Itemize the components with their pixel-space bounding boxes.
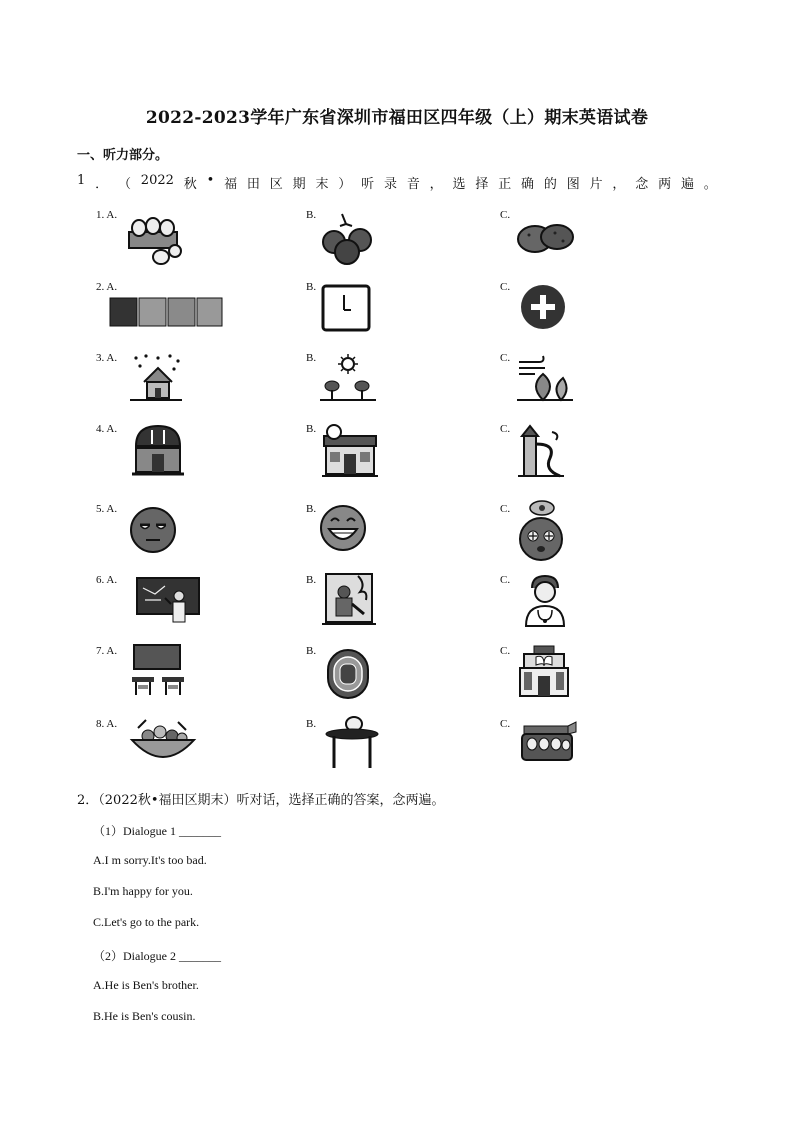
option-label-2b: B. xyxy=(306,281,317,293)
plus-circle-icon[interactable] xyxy=(518,283,568,331)
q1-char: 择 xyxy=(475,177,489,192)
q1-char: 录 xyxy=(383,177,397,192)
option-label-5b: B. xyxy=(306,503,317,515)
q1-char: 图 xyxy=(566,177,580,192)
firefighter-icon[interactable] xyxy=(322,570,376,628)
q1-char: 选 xyxy=(452,177,466,192)
doctor-icon[interactable] xyxy=(520,572,570,630)
option-label-8b: B. xyxy=(306,718,317,730)
sunny-plants-icon[interactable] xyxy=(318,352,378,406)
tired-face-icon[interactable] xyxy=(128,505,178,555)
q1-char: 听 xyxy=(361,177,375,192)
q1-char: 的 xyxy=(543,177,557,192)
option-label-5c: C. xyxy=(500,503,511,515)
option-label-3b: B. xyxy=(306,352,317,364)
q1-char: ） xyxy=(338,177,352,192)
option-label-6a: 6. A. xyxy=(96,574,118,586)
option-label-1b: B. xyxy=(306,209,317,221)
option-label-5a: 5. A. xyxy=(96,503,118,515)
q1-char: 田 xyxy=(246,177,260,192)
option-label-2a: 2. A. xyxy=(96,281,118,293)
section-heading-listening: 一、听力部分。 xyxy=(77,148,169,163)
q1-char: 遍 xyxy=(680,177,694,192)
q1-char: 正 xyxy=(498,177,512,192)
restaurant-icon[interactable] xyxy=(130,422,186,482)
option-label-1c: C. xyxy=(500,209,511,221)
q1-char: ， xyxy=(612,177,626,192)
q1-char: 2022 xyxy=(140,173,174,188)
dialogue-2-blank[interactable]: （2）Dialogue 2 _______ xyxy=(93,949,221,963)
dizzy-face-icon[interactable] xyxy=(516,498,566,564)
library-icon[interactable] xyxy=(516,644,572,700)
tomatoes-icon[interactable] xyxy=(318,210,378,266)
q1-char: （ xyxy=(117,177,131,192)
q1-char: 念 xyxy=(635,177,649,192)
egg-carton-icon[interactable] xyxy=(520,718,578,766)
q1-char: 1 xyxy=(77,173,86,188)
option-label-6b: B. xyxy=(306,574,317,586)
question-2-stem: 2．（2022秋•福田区期末）听对话，选择正确的答案，念两遍。 xyxy=(77,793,445,808)
q1-char: 。 xyxy=(703,177,717,192)
salad-bowl-icon[interactable] xyxy=(128,716,198,766)
option-label-1a: 1. A. xyxy=(96,209,118,221)
option-label-3c: C. xyxy=(500,352,511,364)
dialogue-1-blank[interactable]: （1）Dialogue 1 _______ xyxy=(93,824,221,838)
dialogue-1-option-b[interactable]: B.I'm happy for you. xyxy=(93,884,193,898)
q1-char: 区 xyxy=(269,177,283,192)
teacher-icon[interactable] xyxy=(135,574,201,626)
q1-char: 确 xyxy=(521,177,535,192)
dialogue-2-option-b[interactable]: B.He is Ben's cousin. xyxy=(93,1009,196,1023)
classroom-icon[interactable] xyxy=(128,643,188,699)
running-track-icon[interactable] xyxy=(324,648,372,700)
option-label-7b: B. xyxy=(306,645,317,657)
option-label-3a: 3. A. xyxy=(96,352,118,364)
q1-char: ． xyxy=(95,177,109,192)
q1-char: 期 xyxy=(292,177,306,192)
option-label-2c: C. xyxy=(500,281,511,293)
q1-char: 音 xyxy=(406,177,420,192)
snowy-house-icon[interactable] xyxy=(128,352,184,406)
q1-char: • xyxy=(206,173,215,188)
q1-char: 两 xyxy=(658,177,672,192)
dialogue-1-option-a[interactable]: A.I m sorry.It's too bad. xyxy=(93,853,207,867)
option-label-6c: C. xyxy=(500,574,511,586)
playground-icon[interactable] xyxy=(516,422,566,482)
clock-icon[interactable] xyxy=(320,283,372,333)
table-with-egg-icon[interactable] xyxy=(324,714,380,770)
option-label-8c: C. xyxy=(500,718,511,730)
dialogue-2-option-a[interactable]: A.He is Ben's brother. xyxy=(93,978,199,992)
q1-char: ， xyxy=(429,177,443,192)
shop-icon[interactable] xyxy=(320,422,380,482)
q1-char: 秋 xyxy=(183,177,197,192)
windy-leaves-icon[interactable] xyxy=(515,352,575,406)
option-label-7a: 7. A. xyxy=(96,645,118,657)
option-label-8a: 8. A. xyxy=(96,718,118,730)
q1-char: 福 xyxy=(224,177,238,192)
egg-basket-icon[interactable] xyxy=(125,210,185,266)
q1-char: 片 xyxy=(589,177,603,192)
option-label-4a: 4. A. xyxy=(96,423,118,435)
option-label-4c: C. xyxy=(500,423,511,435)
option-label-7c: C. xyxy=(500,645,511,657)
laughing-face-icon[interactable] xyxy=(318,503,368,553)
page-title: 2022-2023学年广东省深圳市福田区四年级（上）期末英语试卷 xyxy=(145,108,649,128)
potatoes-icon[interactable] xyxy=(515,215,577,261)
question-1-stem xyxy=(77,173,717,192)
color-swatches-icon[interactable] xyxy=(108,296,224,328)
option-label-4b: B. xyxy=(306,423,317,435)
dialogue-1-option-c[interactable]: C.Let's go to the park. xyxy=(93,915,200,929)
q1-char: 末 xyxy=(315,177,329,192)
